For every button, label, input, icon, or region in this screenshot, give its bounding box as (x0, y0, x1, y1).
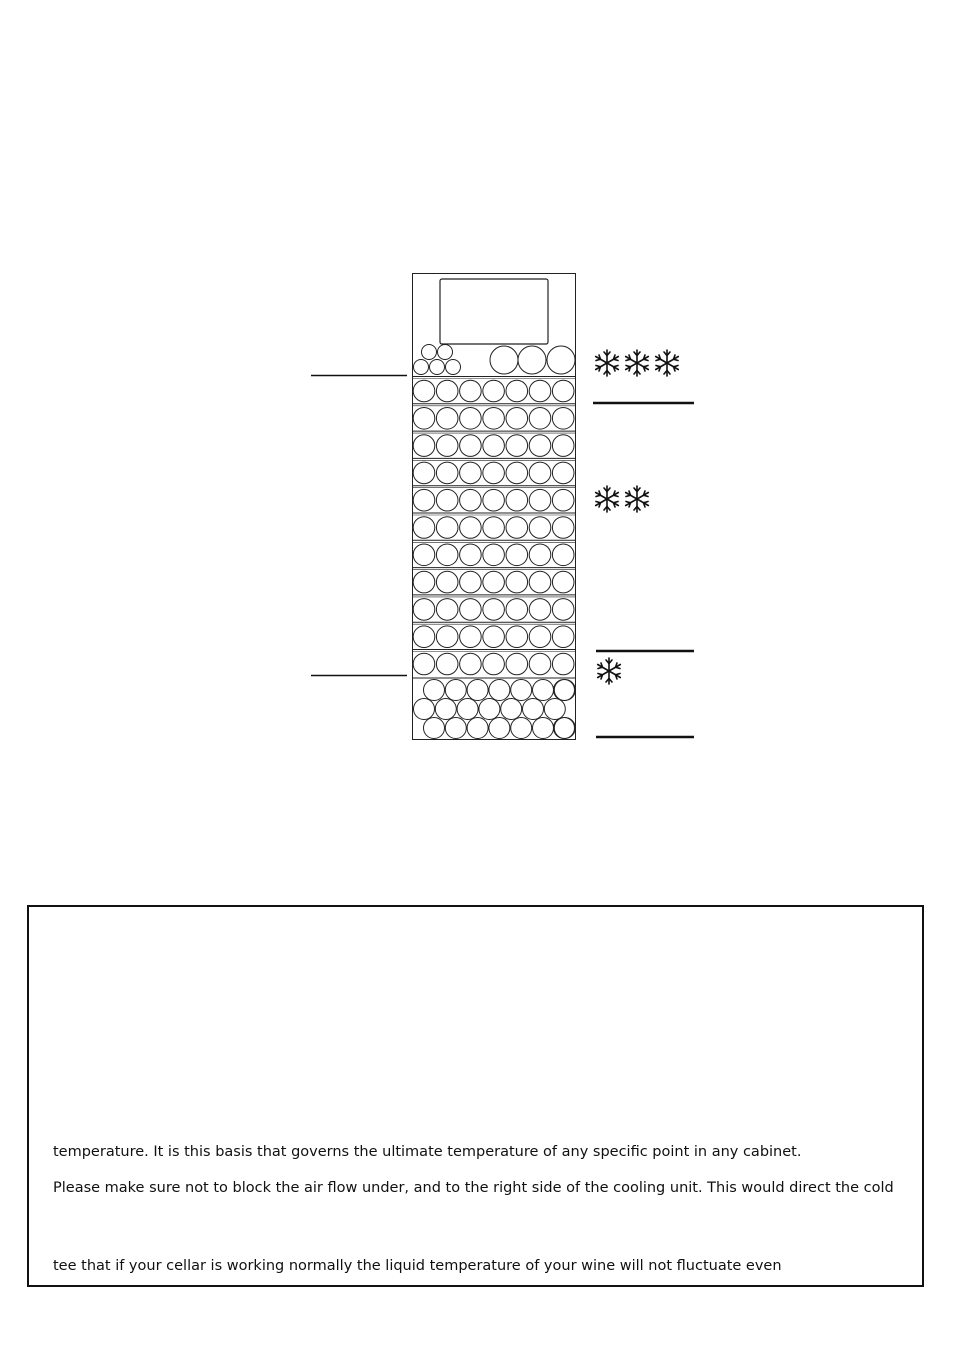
bottle (460, 626, 482, 648)
bottle (552, 626, 574, 648)
bottle (445, 680, 466, 701)
bottle (460, 435, 482, 457)
bottle-row (413, 568, 575, 593)
bottle (436, 517, 458, 539)
bottle (424, 680, 445, 701)
snowflake-icon (626, 486, 649, 512)
temperature-note-box (27, 905, 924, 1287)
bottle (436, 489, 458, 511)
cooling-unit-panel (440, 279, 548, 344)
bottle (435, 699, 456, 720)
bottle (483, 544, 505, 566)
bottle-row (413, 622, 575, 647)
bottle (460, 599, 482, 621)
bottle (413, 489, 435, 511)
bottle (483, 653, 505, 675)
bottle (436, 653, 458, 675)
bottle (483, 489, 505, 511)
snowflake-icon-group-warmest (598, 658, 621, 684)
bottle (489, 718, 510, 739)
bottle-row (413, 513, 575, 538)
bottle (467, 718, 488, 739)
bottle (552, 489, 574, 511)
bottle (413, 599, 435, 621)
top-bottle-group (414, 345, 576, 375)
bottle (506, 626, 528, 648)
bottle (460, 380, 482, 402)
bottle (552, 544, 574, 566)
shelves-group (413, 377, 575, 679)
bottle (460, 408, 482, 430)
bottle (506, 435, 528, 457)
bottle (413, 380, 435, 402)
bottle (552, 435, 574, 457)
bottle (529, 626, 551, 648)
bottle (529, 544, 551, 566)
bottle (529, 653, 551, 675)
bottle (483, 408, 505, 430)
bottle-row (413, 595, 575, 620)
bottle (552, 653, 574, 675)
bottle (436, 408, 458, 430)
bottle-row (413, 458, 575, 483)
bottle (506, 653, 528, 675)
bottle (436, 380, 458, 402)
bottle (529, 599, 551, 621)
bottle (413, 626, 435, 648)
bottle (529, 380, 551, 402)
bottle (436, 599, 458, 621)
bottle (436, 435, 458, 457)
bottle-row (413, 540, 575, 565)
bottle (436, 626, 458, 648)
bottle (414, 699, 435, 720)
bottle (413, 517, 435, 539)
bottle (552, 517, 574, 539)
bottle (506, 571, 528, 593)
bottle (413, 544, 435, 566)
bottle (460, 462, 482, 484)
bottle (483, 462, 505, 484)
bottle (506, 489, 528, 511)
bottle (552, 462, 574, 484)
snowflake-icon-group-medium (596, 486, 649, 512)
bottle-row (413, 431, 575, 456)
bottle (544, 699, 565, 720)
bottle (460, 544, 482, 566)
bottle (523, 699, 544, 720)
bottle-row (413, 486, 575, 511)
bottle (483, 571, 505, 593)
bottle (506, 408, 528, 430)
bottle (483, 380, 505, 402)
bottle (511, 718, 532, 739)
bottle (529, 517, 551, 539)
bottle (413, 462, 435, 484)
bottle (460, 517, 482, 539)
bottle (445, 718, 466, 739)
bottle (424, 718, 445, 739)
bottle (436, 571, 458, 593)
bottle (460, 489, 482, 511)
bottle (436, 544, 458, 566)
bottle (457, 699, 478, 720)
bottle (552, 380, 574, 402)
bottle (413, 408, 435, 430)
bottle (529, 408, 551, 430)
bottle (529, 462, 551, 484)
bottle (436, 462, 458, 484)
bottle (483, 599, 505, 621)
bottle (552, 599, 574, 621)
bottle (552, 571, 574, 593)
bottle (483, 435, 505, 457)
bottle (554, 680, 575, 701)
bottle (552, 408, 574, 430)
snowflake-icon (598, 658, 621, 684)
note-line-3: tee that if your cellar is working normally the liquid temperature of your wine will not fluctuate even (53, 1258, 782, 1274)
bottle (529, 571, 551, 593)
bottle (554, 718, 575, 739)
snowflake-icon-group-coldest (596, 350, 679, 376)
snowflake-icon (596, 486, 619, 512)
note-line-2: Please make sure not to block the air flow under, and to the right side of the cooling unit. This would direct the cold (53, 1180, 894, 1196)
bottle (511, 680, 532, 701)
snowflake-icon (656, 350, 679, 376)
bottom-bottle-stack (414, 680, 576, 739)
snowflake-icon (596, 350, 619, 376)
bottle (467, 680, 488, 701)
bottle (506, 599, 528, 621)
bottle-row (413, 377, 575, 402)
bottle (483, 626, 505, 648)
bottle (413, 653, 435, 675)
bottle (489, 680, 510, 701)
bottle (479, 699, 500, 720)
snowflake-icon (626, 350, 649, 376)
bottle (501, 699, 522, 720)
bottle (506, 517, 528, 539)
bottle (506, 544, 528, 566)
bottle (413, 571, 435, 593)
bottle (460, 571, 482, 593)
note-line-1: temperature. It is this basis that governs the ultimate temperature of any specific point in any cabinet. (53, 1144, 802, 1160)
bottle (413, 435, 435, 457)
bottle (529, 435, 551, 457)
bottle (506, 462, 528, 484)
bottle (533, 718, 554, 739)
bottle (533, 680, 554, 701)
bottle (460, 653, 482, 675)
bottle-row (413, 650, 575, 675)
bottle (483, 517, 505, 539)
bottle-row (413, 404, 575, 429)
bottle (506, 380, 528, 402)
bottle (529, 489, 551, 511)
